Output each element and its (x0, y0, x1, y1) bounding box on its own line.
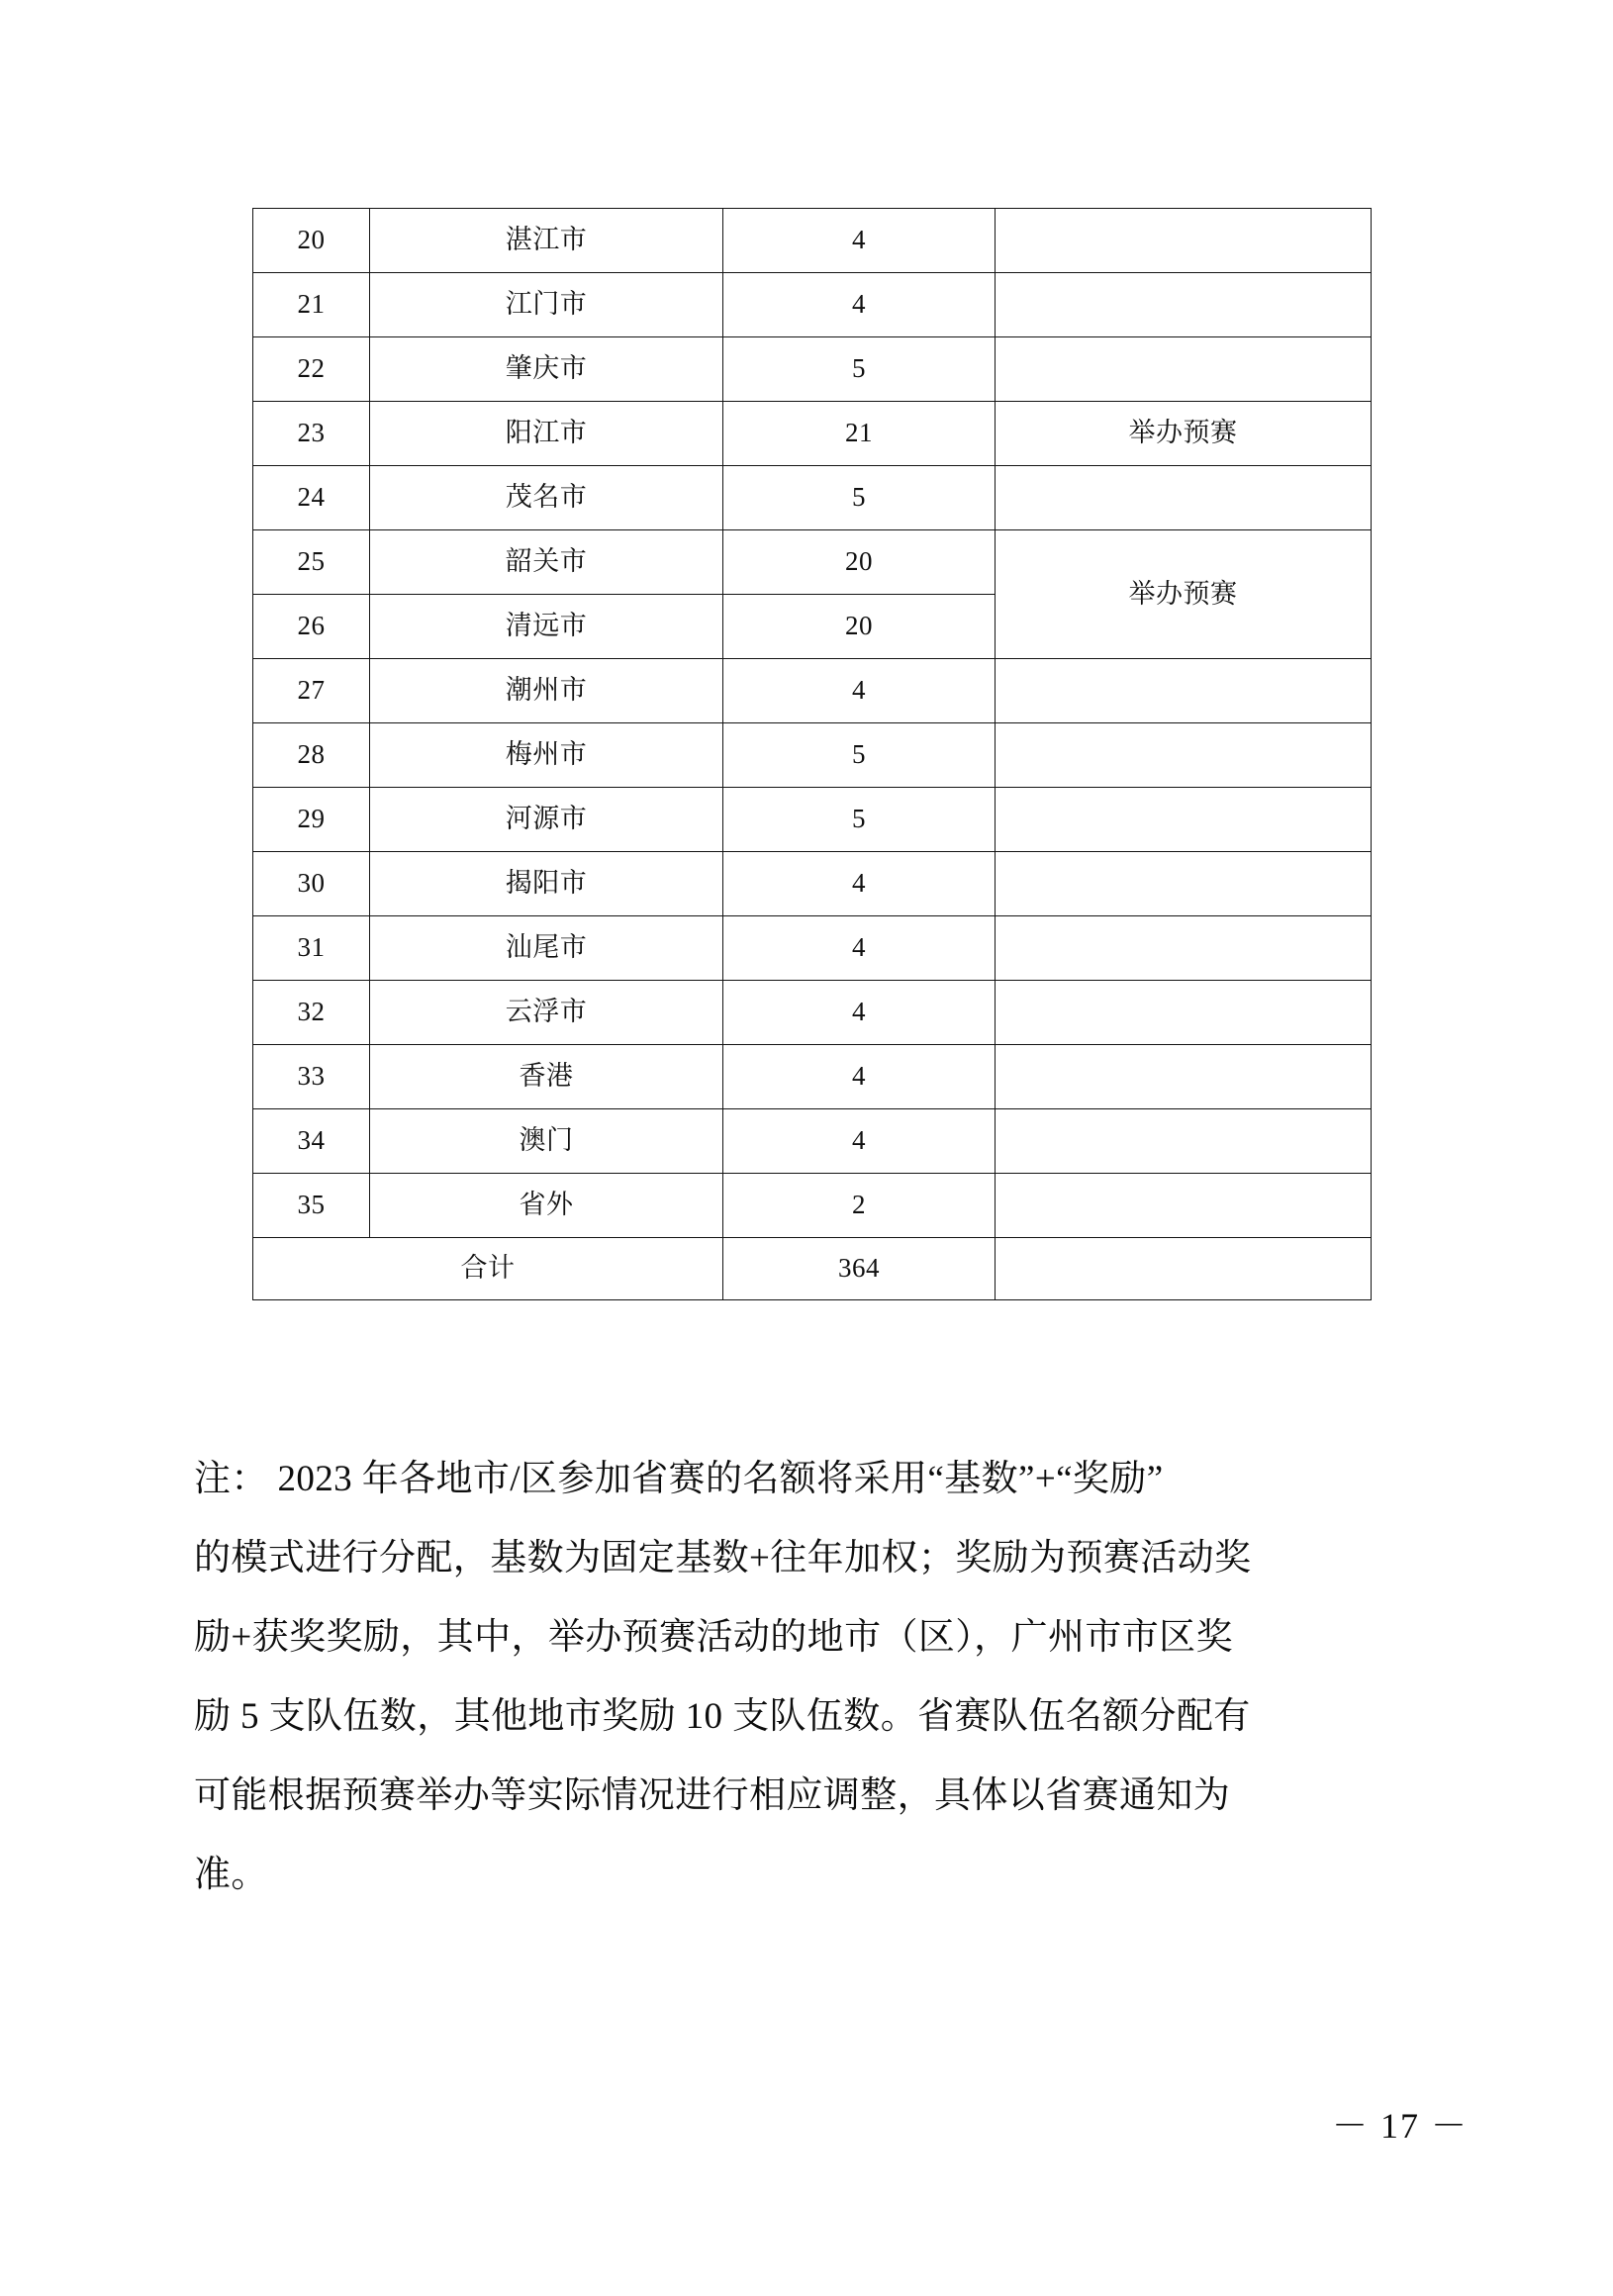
table-row (253, 659, 1372, 723)
row-count-cell: 4 (723, 916, 996, 981)
row-index-cell: 33 (253, 1045, 370, 1109)
table-row (253, 530, 1372, 595)
row-index-cell: 35 (253, 1174, 370, 1238)
row-note-cell (996, 209, 1372, 273)
row-index-cell: 24 (253, 466, 370, 530)
row-note-cell (996, 1109, 1372, 1174)
row-city-cell: 香港 (370, 1045, 723, 1109)
row-count-cell: 4 (723, 209, 996, 273)
row-index-cell: 32 (253, 981, 370, 1045)
row-city-cell: 澳门 (370, 1109, 723, 1174)
row-note-cell (996, 981, 1372, 1045)
table-row (253, 981, 1372, 1045)
quota-table-body (253, 209, 1372, 1300)
row-count-cell: 4 (723, 1109, 996, 1174)
row-city-cell: 韶关市 (370, 530, 723, 595)
row-note-cell (996, 273, 1372, 337)
table-row (253, 402, 1372, 466)
row-index-cell: 22 (253, 337, 370, 402)
row-note-cell (996, 916, 1372, 981)
row-count-cell: 4 (723, 659, 996, 723)
row-city-cell: 省外 (370, 1174, 723, 1238)
table-row (253, 723, 1372, 788)
row-city-cell: 江门市 (370, 273, 723, 337)
note-line-4: 励 5 支队伍数，其他地市奖励 10 支队伍数。省赛队伍名额分配有 (194, 1696, 1251, 1737)
table-row (253, 337, 1372, 402)
table-row (253, 1045, 1372, 1109)
row-index-cell: 21 (253, 273, 370, 337)
note-line-1: 注： 2023 年各地市/区参加省赛的名额将采用“基数”+“奖励” (194, 1459, 1164, 1499)
table-row (253, 852, 1372, 916)
row-city-cell: 河源市 (370, 788, 723, 852)
row-index-cell: 28 (253, 723, 370, 788)
row-city-cell: 阳江市 (370, 402, 723, 466)
table-row (253, 273, 1372, 337)
note-paragraph (194, 1440, 1437, 1915)
team-quota-table (252, 208, 1372, 1300)
row-city-cell: 湛江市 (370, 209, 723, 273)
table-row (253, 916, 1372, 981)
note-line-3: 励+获奖奖励，其中，举办预赛活动的地市（区），广州市市区奖 (194, 1617, 1233, 1658)
row-city-cell: 茂名市 (370, 466, 723, 530)
row-count-cell: 4 (723, 1045, 996, 1109)
note-line-5: 可能根据预赛举办等实际情况进行相应调整，具体以省赛通知为 (194, 1775, 1231, 1816)
row-note-cell-host-preliminary: 举办预赛 (996, 402, 1372, 466)
row-count-cell: 20 (723, 530, 996, 595)
row-city-cell: 汕尾市 (370, 916, 723, 981)
row-city-cell: 揭阳市 (370, 852, 723, 916)
table-row (253, 788, 1372, 852)
page-number: － 17 － (1331, 2106, 1469, 2146)
row-note-cell-host-preliminary-merged: 举办预赛 (996, 530, 1372, 659)
note-line-6: 准。 (194, 1855, 268, 1895)
row-count-cell: 5 (723, 337, 996, 402)
row-index-cell: 27 (253, 659, 370, 723)
row-note-cell (996, 659, 1372, 723)
row-city-cell: 梅州市 (370, 723, 723, 788)
row-index-cell: 20 (253, 209, 370, 273)
table-row (253, 1109, 1372, 1174)
row-note-cell (996, 852, 1372, 916)
row-count-cell: 20 (723, 595, 996, 659)
row-city-cell: 清远市 (370, 595, 723, 659)
row-count-cell: 4 (723, 981, 996, 1045)
total-label-cell: 合计 (253, 1238, 723, 1300)
row-city-cell: 云浮市 (370, 981, 723, 1045)
quota-table-container (252, 208, 1371, 1300)
table-total-row (253, 1238, 1372, 1300)
row-note-cell (996, 788, 1372, 852)
table-row (253, 466, 1372, 530)
row-count-cell: 5 (723, 723, 996, 788)
row-index-cell: 29 (253, 788, 370, 852)
row-note-cell (996, 1174, 1372, 1238)
row-note-cell (996, 723, 1372, 788)
total-value-cell: 364 (723, 1238, 996, 1300)
total-note-cell (996, 1238, 1372, 1300)
row-count-cell: 4 (723, 852, 996, 916)
table-row (253, 209, 1372, 273)
row-count-cell: 5 (723, 788, 996, 852)
row-city-cell: 潮州市 (370, 659, 723, 723)
row-index-cell: 34 (253, 1109, 370, 1174)
row-note-cell (996, 466, 1372, 530)
row-count-cell: 5 (723, 466, 996, 530)
row-index-cell: 25 (253, 530, 370, 595)
row-city-cell: 肇庆市 (370, 337, 723, 402)
row-index-cell: 31 (253, 916, 370, 981)
table-row (253, 1174, 1372, 1238)
row-index-cell: 30 (253, 852, 370, 916)
row-index-cell: 26 (253, 595, 370, 659)
row-note-cell (996, 337, 1372, 402)
row-count-cell: 2 (723, 1174, 996, 1238)
note-line-2: 的模式进行分配，基数为固定基数+往年加权；奖励为预赛活动奖 (194, 1538, 1252, 1578)
row-index-cell: 23 (253, 402, 370, 466)
row-count-cell: 4 (723, 273, 996, 337)
row-note-cell (996, 1045, 1372, 1109)
row-count-cell: 21 (723, 402, 996, 466)
